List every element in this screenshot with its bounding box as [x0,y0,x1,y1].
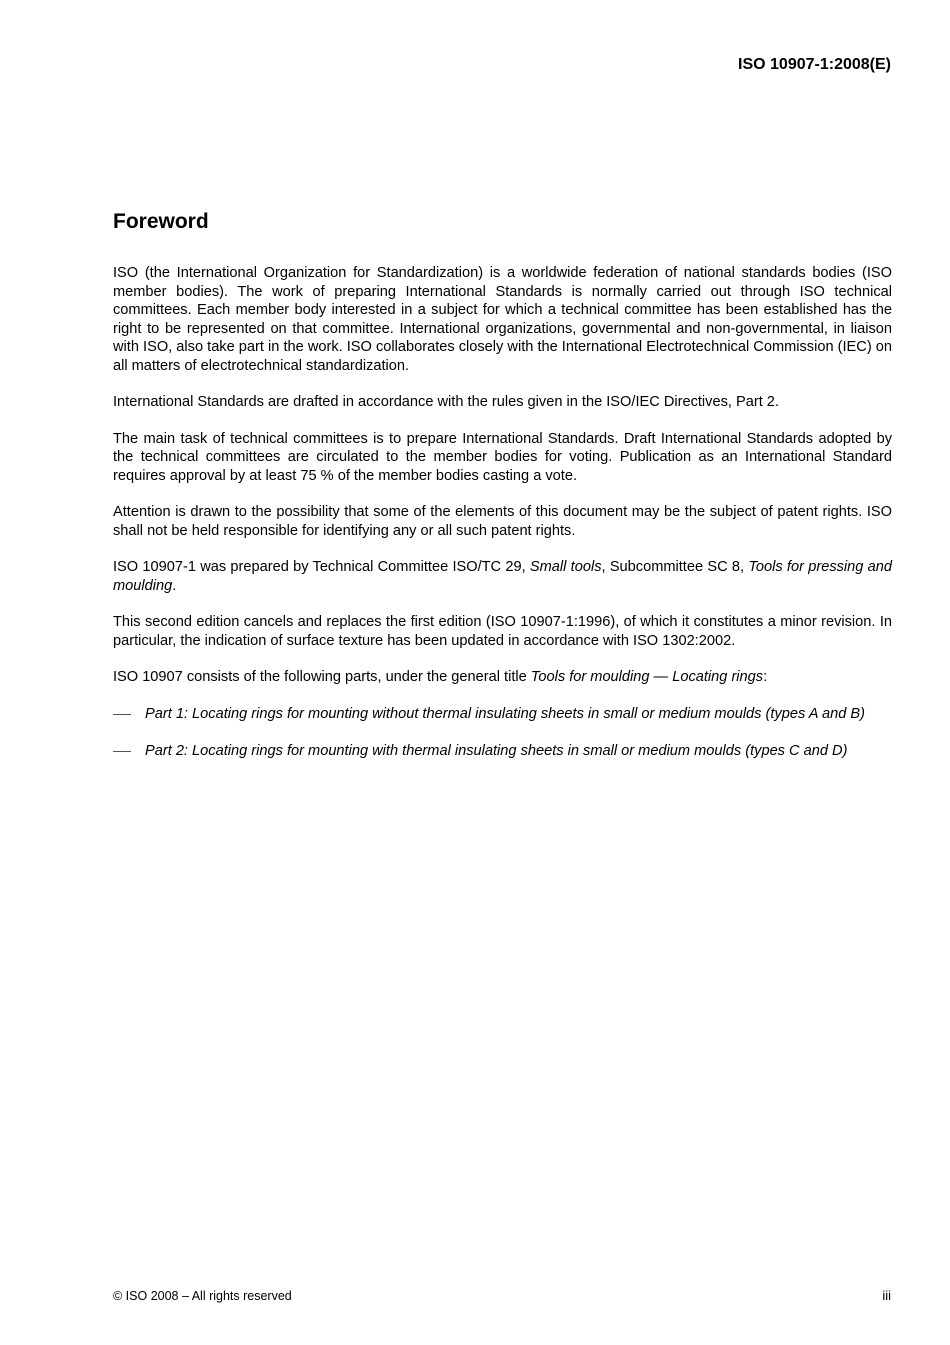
parts-intro-italic-title: Tools for moulding — Locating rings [530,669,764,685]
prepared-by-text-e: . [172,577,177,594]
prepared-by-text-c: , Subcommittee SC 8, [601,559,749,575]
prepared-by-italic-small-tools: Small tools [529,559,602,575]
page-title: Foreword [113,210,209,233]
paragraph-parts-intro [113,668,892,687]
prepared-by-italic-tools-pressing: Tools for pressing and moulding [113,559,892,594]
foreword-section [113,210,892,780]
paragraph-edition: This second edition cancels and replaces the first edition (ISO 10907-1:1996), of which it constitutes a minor revision. In particular, the indication of surface texture has been updated in accordance with ISO 1302:2002. [113,614,892,649]
list-item-text: Part 1: Locating rings for mounting without thermal insulating sheets in small or medium moulds (types A and B) [145,705,866,722]
prepared-by-text-a: ISO 10907-1 was prepared by Technical Committee ISO/TC 29, [113,559,530,575]
paragraph-iso-intro: ISO (the International Organization for Standardization) is a worldwide federation of national standards bodies (ISO member bodies). The work of preparing International Standards is normally carried out through ISO technical committees. Each member body interested in a subject for which a technical committee has been established has the right to be represented on that committee. International organizations, governmental and non-governmental, in liaison with ISO, also take part in the work. ISO collaborates closely with the International Electrotechnical Commission (IEC) on all matters of electrotechnical standardization. [113,265,892,374]
copyright-notice: © ISO 2008 – All rights reserved [113,1289,292,1303]
document-reference: ISO 10907-1:2008(E) [738,56,891,73]
paragraph-prepared-by [113,558,892,595]
list-item [113,742,892,761]
page-number: iii [882,1288,891,1303]
paragraph-patent-rights: Attention is drawn to the possibility that some of the elements of this document may be the subject of patent rights. ISO shall not be held responsible for identifying any or all such patent rights. [113,504,892,539]
parts-list [113,705,892,761]
parts-intro-text-c: : [763,669,768,685]
parts-intro-text-a: ISO 10907 consists of the following parts, under the general title [113,669,531,685]
list-item-text: Part 2: Locating rings for mounting with thermal insulating sheets in small or medium moulds (types C and D) [145,743,848,759]
paragraph-committees-task: The main task of technical committees is to prepare International Standards. Draft International Standards adopted by the technical committees are circulated to the member bodies for voting. Publication as an International Standard requires approval by at least 75 % of the member bodies casting a vote. [113,430,892,484]
list-item [113,705,892,724]
paragraph-directives: International Standards are drafted in accordance with the rules given in the ISO/IEC Directives, Part 2. [113,394,779,410]
